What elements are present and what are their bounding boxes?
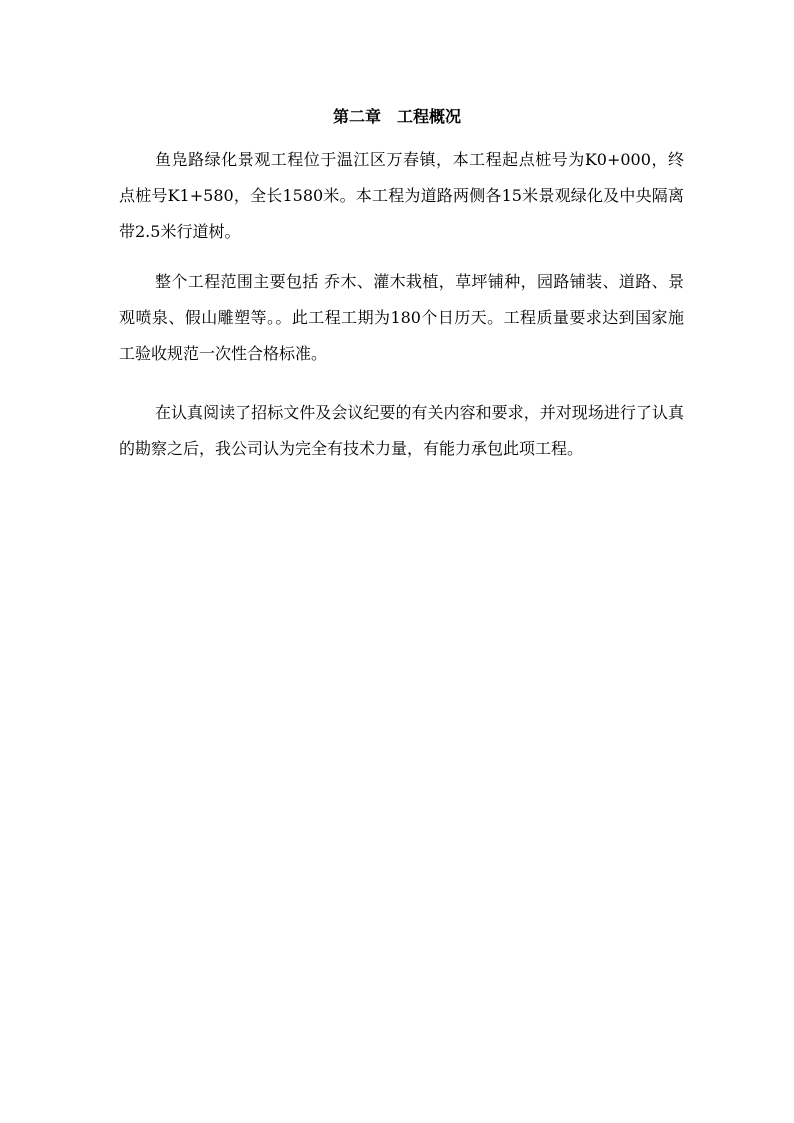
paragraph-project-scope: 整个工程范围主要包括 乔木、灌木栽植，草坪铺种，园路铺装、道路、景观喷泉、假山雕塑等。。此工程工期为180个日历天。工程质量要求达到国家施工验收规范一次性合格标准。 (119, 272, 684, 363)
paragraph-project-location: 鱼凫路绿化景观工程位于温江区万春镇，本工程起点桩号为K0+000，终点桩号K1+580，全长1580米。本工程为道路两侧各15米景观绿化及中央隔离带2.5米行道树。 (119, 150, 684, 241)
chapter-title: 第二章 工程概况 (332, 107, 461, 126)
paragraph-company-capability: 在认真阅读了招标文件及会议纪要的有关内容和要求，并对现场进行了认真的勘察之后，我公司认为完全有技术力量，有能力承包此项工程。 (119, 403, 684, 458)
